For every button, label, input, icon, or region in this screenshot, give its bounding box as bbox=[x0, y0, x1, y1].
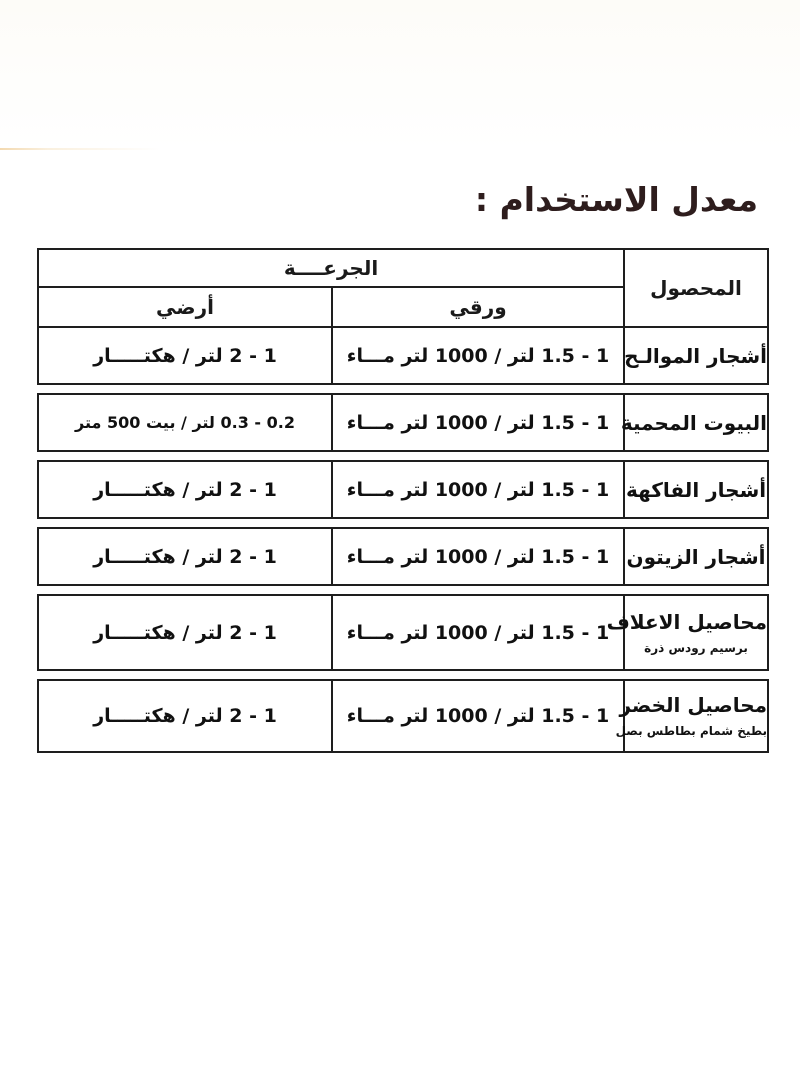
foliar-dose-cell: 1 - 1.5 لتر / 1000 لتر مـــاء bbox=[332, 461, 624, 518]
table-row bbox=[38, 327, 768, 384]
table-row bbox=[38, 394, 768, 451]
table-row bbox=[38, 680, 768, 752]
soil-dose-cell: 1 - 2 لتر / هكتـــــار bbox=[38, 595, 332, 670]
foliar-dose-cell: 1 - 1.5 لتر / 1000 لتر مـــاء bbox=[332, 595, 624, 670]
crop-cell bbox=[606, 595, 768, 670]
crop-note: برسيم رودس ذرة bbox=[644, 640, 748, 655]
table-row bbox=[38, 461, 768, 518]
table-row bbox=[38, 528, 768, 585]
soil-dose-cell: 1 - 2 لتر / هكتـــــار bbox=[38, 528, 332, 585]
row-separator bbox=[38, 384, 768, 394]
crop-cell: البيوت المحمية bbox=[624, 394, 768, 451]
crop-cell: أشجار الموالـح bbox=[624, 327, 768, 384]
foliar-dose-cell: 1 - 1.5 لتر / 1000 لتر مـــاء bbox=[332, 394, 624, 451]
soil-dose-cell: 1 - 2 لتر / هكتـــــار bbox=[38, 327, 332, 384]
foliar-dose-cell: 1 - 1.5 لتر / 1000 لتر مـــاء bbox=[332, 528, 624, 585]
row-separator bbox=[38, 670, 768, 680]
row-separator bbox=[38, 585, 768, 595]
soil-dose-cell: 1 - 2 لتر / هكتـــــار bbox=[38, 461, 332, 518]
table-row bbox=[38, 595, 768, 670]
header-dose: الجرعــــة bbox=[38, 249, 624, 287]
crop-name: محاصيل الاعلاف bbox=[606, 609, 768, 634]
row-separator bbox=[38, 451, 768, 461]
table-header-row bbox=[38, 249, 768, 287]
crop-cell: أشجار الزيتون bbox=[624, 528, 768, 585]
foliar-dose-cell: 1 - 1.5 لتر / 1000 لتر مـــاء bbox=[332, 680, 624, 752]
page-top-background bbox=[0, 0, 800, 150]
crop-cell bbox=[615, 680, 768, 752]
page-title: معدل الاستخدام : bbox=[474, 180, 758, 219]
crop-cell: أشجار الفاكهة bbox=[624, 461, 768, 518]
usage-rate-table bbox=[37, 248, 769, 753]
crop-name: محاصيل الخضر bbox=[619, 693, 768, 717]
crop-note: بطيخ شمام بطاطس بصل bbox=[615, 724, 768, 738]
foliar-dose-cell: 1 - 1.5 لتر / 1000 لتر مـــاء bbox=[332, 327, 624, 384]
header-crop: المحصول bbox=[624, 249, 768, 327]
soil-dose-cell: 1 - 2 لتر / هكتـــــار bbox=[38, 680, 332, 752]
row-separator bbox=[38, 518, 768, 528]
header-foliar: ورقي bbox=[332, 287, 624, 327]
page-fold-line bbox=[0, 148, 800, 150]
header-soil: أرضي bbox=[38, 287, 332, 327]
soil-dose-cell: 0.2 - 0.3 لتر / بيت 500 متر bbox=[38, 394, 332, 451]
